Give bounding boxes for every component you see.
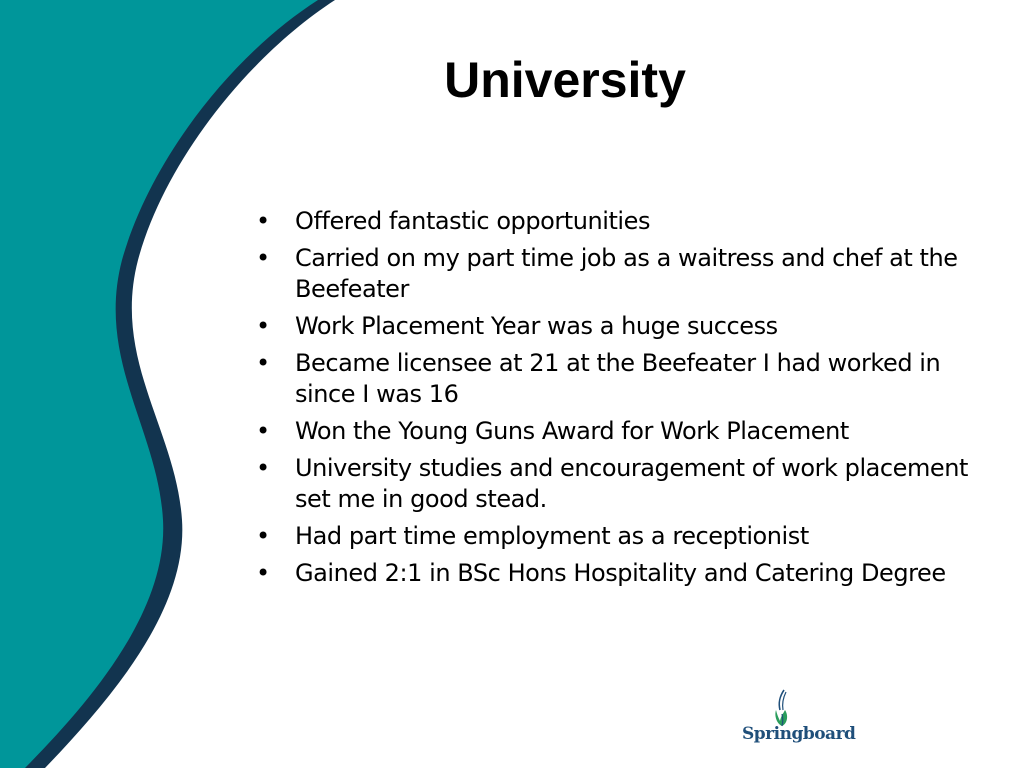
bullet-item: [256, 416, 976, 447]
bullet-dot: •: [256, 312, 270, 340]
logo-text: Springboard: [742, 724, 856, 744]
bullet-list: [256, 206, 976, 595]
bullet-dot: •: [256, 454, 270, 482]
bullet-item: [256, 558, 976, 589]
bullet-text: Had part time employment as a receptionist: [295, 522, 809, 550]
bullet-text: University studies and encouragement of work placement set me in good stead.: [295, 454, 968, 513]
bullet-text: Offered fantastic opportunities: [295, 207, 651, 235]
bullet-dot: •: [256, 349, 270, 377]
bullet-dot: •: [256, 522, 270, 550]
bullet-item: [256, 348, 976, 410]
bullet-text: Became licensee at 21 at the Beefeater I had worked in since I was 16: [295, 349, 941, 408]
bullet-text: Gained 2:1 in BSc Hons Hospitality and Catering Degree: [295, 559, 946, 587]
springboard-leaf-icon: [762, 688, 802, 728]
bullet-dot: •: [256, 207, 270, 235]
bullet-text: Won the Young Guns Award for Work Placement: [295, 417, 849, 445]
bullet-item: [256, 521, 976, 552]
bullet-dot: •: [256, 559, 270, 587]
slide-title: University: [444, 52, 686, 108]
bullet-item: [256, 311, 976, 342]
bullet-text: Work Placement Year was a huge success: [295, 312, 778, 340]
springboard-logo: [742, 688, 856, 752]
bullet-dot: •: [256, 417, 270, 445]
bullet-text: Carried on my part time job as a waitress and chef at the Beefeater: [295, 244, 958, 303]
bullet-item: [256, 453, 976, 515]
bullet-item: [256, 206, 976, 237]
bullet-dot: •: [256, 244, 270, 272]
bullet-item: [256, 243, 976, 305]
